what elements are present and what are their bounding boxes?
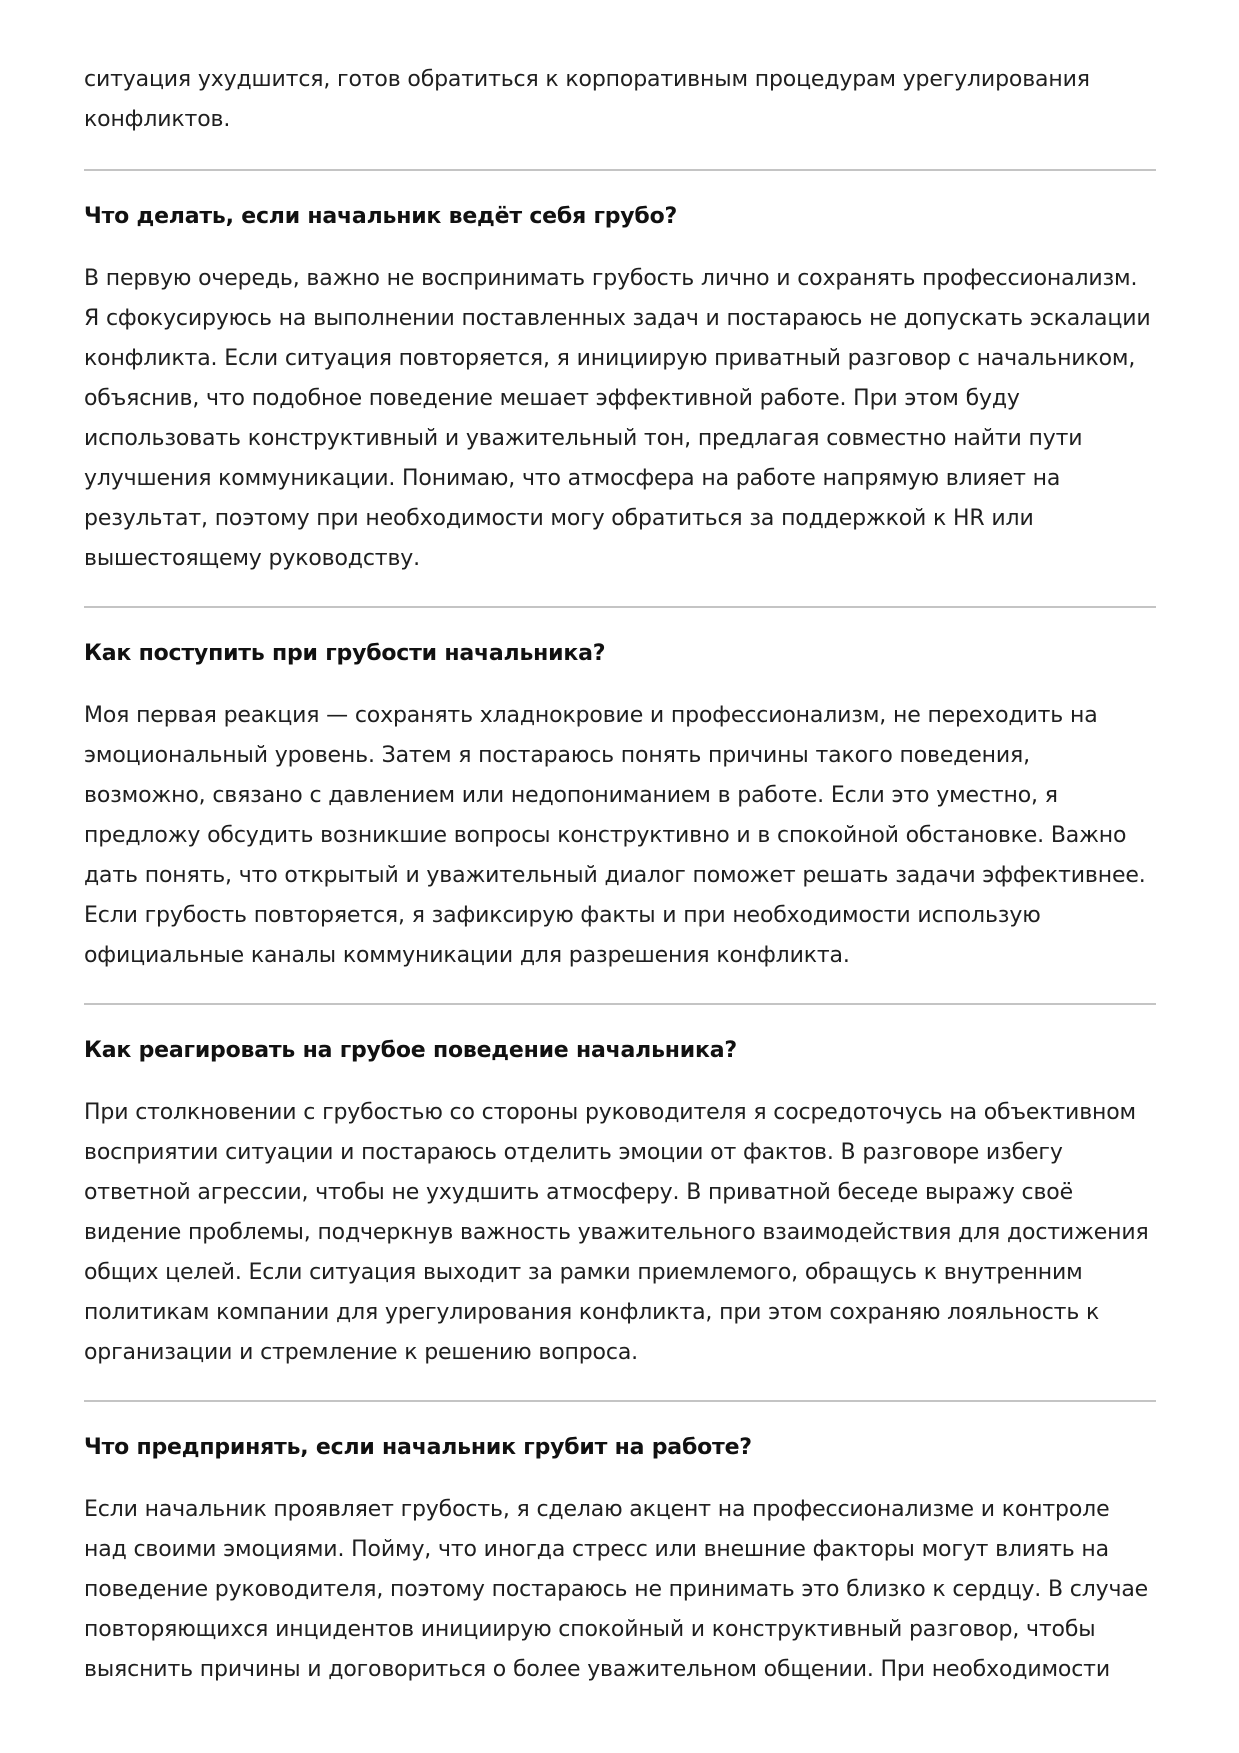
question-heading: Как реагировать на грубое поведение начальника? [84,1038,737,1063]
answer-paragraph: Если начальник проявляет грубость, я сделаю акцент на профессионализме и контроле над своими эмоциями. Пойму, что иногда стресс или внешние факторы могут влиять на поведение руководителя, поэтому постараюсь не принимать это близко к сердцу. В случае повторяющихся инцидентов инициирую спокойный и конструктивный разговор, чтобы выяснить причины и договориться о более уважительном общении. При необходимости [84,1497,1149,1682]
answer-paragraph: В первую очередь, важно не воспринимать грубость лично и сохранять профессионализм. Я сфокусируюсь на выполнении поставленных задач и постараюсь не допускать эскалации конфликта. Если ситуация повторяется, я инициирую приватный разговор с начальником, объяснив, что подобное поведение мешает эффективной работе. При этом буду использовать конструктивный и уважительный тон, предлагая совместно найти пути улучшения коммуникации. Понимаю, что атмосфера на работе напрямую влияет на результат, поэтому при необходимости могу обратиться за поддержкой к HR или вышестоящему руководству. [84,266,1151,571]
qa-section-1 [84,201,1156,579]
answer-paragraph: Моя первая реакция — сохранять хладнокровие и профессионализм, не переходить на эмоциональный уровень. Затем я постараюсь понять причины такого поведения, возможно, связано с давлением или недопониманием в работе. Если это уместно, я предложу обсудить возникшие вопросы конструктивно и в спокойной обстановке. Важно дать понять, что открытый и уважительный диалог поможет решать задачи эффективнее. Если грубость повторяется, я зафиксирую факты и при необходимости использую официальные каналы коммуникации для разрешения конфликта. [84,703,1146,968]
question-heading: Что предпринять, если начальник грубит на работе? [84,1435,752,1460]
document-page [84,0,1156,1690]
intro-paragraph: ситуация ухудшится, готов обратиться к корпоративным процедурам урегулирования конфликтов. [84,67,1090,132]
section-divider [84,169,1156,171]
qa-section-4 [84,1432,1156,1690]
question-heading: Как поступить при грубости начальника? [84,641,606,666]
section-divider [84,1400,1156,1402]
section-divider [84,606,1156,608]
qa-section-2 [84,638,1156,976]
answer-paragraph: При столкновении с грубостью со стороны руководителя я сосредоточусь на объективном восприятии ситуации и постараюсь отделить эмоции от фактов. В разговоре избегу ответной агрессии, чтобы не ухудшить атмосферу. В приватной беседе выражу своё видение проблемы, подчеркнув важность уважительного взаимодействия для достижения общих целей. Если ситуация выходит за рамки приемлемого, обращусь к внутренним политикам компании для урегулирования конфликта, при этом сохраняю лояльность к организации и стремление к решению вопроса. [84,1100,1149,1365]
section-divider [84,1003,1156,1005]
question-heading: Что делать, если начальник ведёт себя грубо? [84,204,678,229]
qa-section-3 [84,1035,1156,1373]
